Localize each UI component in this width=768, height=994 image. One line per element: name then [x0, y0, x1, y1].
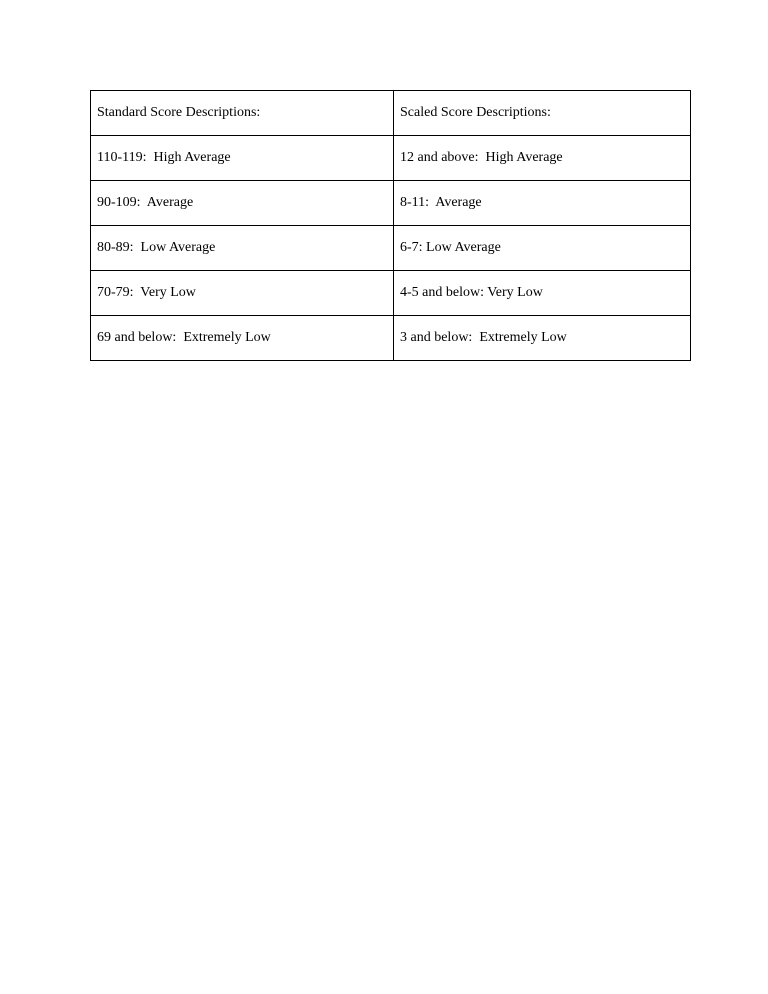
standard-score-cell: 69 and below: Extremely Low	[91, 316, 394, 361]
table-row	[91, 316, 691, 361]
scaled-score-cell: 12 and above: High Average	[394, 136, 691, 181]
scaled-score-cell: 6-7: Low Average	[394, 226, 691, 271]
scaled-score-header: Scaled Score Descriptions:	[394, 91, 691, 136]
score-descriptions-table	[90, 90, 691, 361]
table-row	[91, 181, 691, 226]
standard-score-cell: 80-89: Low Average	[91, 226, 394, 271]
standard-score-header: Standard Score Descriptions:	[91, 91, 394, 136]
table-header-row	[91, 91, 691, 136]
table-row	[91, 271, 691, 316]
table-row	[91, 136, 691, 181]
table-row	[91, 226, 691, 271]
scaled-score-cell: 4-5 and below: Very Low	[394, 271, 691, 316]
scaled-score-cell: 3 and below: Extremely Low	[394, 316, 691, 361]
standard-score-cell: 70-79: Very Low	[91, 271, 394, 316]
standard-score-cell: 110-119: High Average	[91, 136, 394, 181]
scaled-score-cell: 8-11: Average	[394, 181, 691, 226]
standard-score-cell: 90-109: Average	[91, 181, 394, 226]
